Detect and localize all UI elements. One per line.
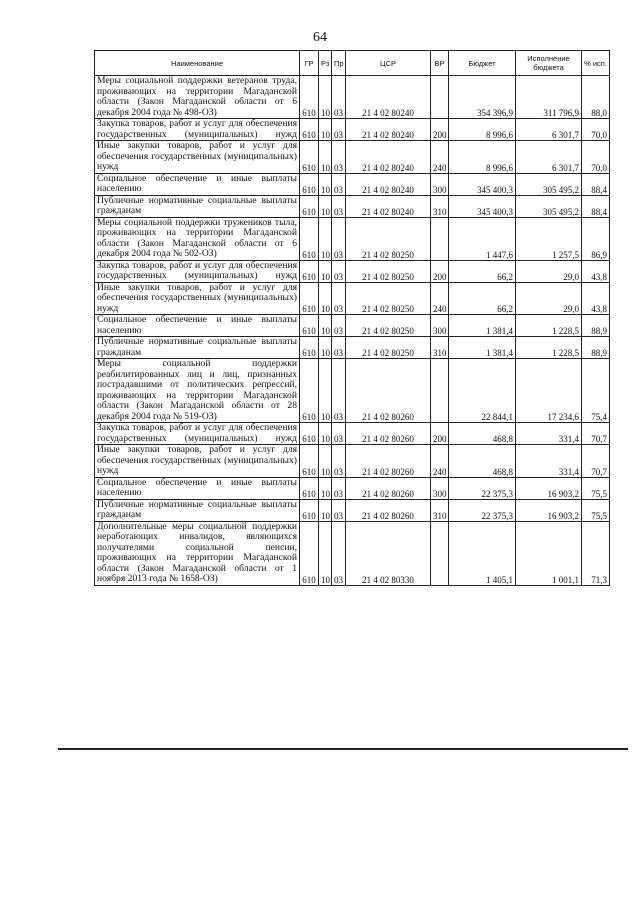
table-row — [95, 217, 610, 260]
cell-name: Дополнительные меры социальной поддержки неработающих инвалидов, являющихся получателями социальной пенсии, проживающих на территории Магаданской области (Закон Магаданской области от 1 ноября 2013 года № 1658-ОЗ) — [95, 521, 300, 585]
header-vr: ВР — [431, 51, 449, 76]
cell-rz: 10 — [319, 445, 332, 478]
cell-percent: 43,8 — [582, 282, 610, 315]
cell-execution: 1 001,1 — [516, 521, 582, 585]
cell-vr: 300 — [431, 173, 449, 195]
cell-gr: 610 — [300, 217, 319, 260]
cell-budget: 1 381,4 — [449, 315, 516, 337]
table-row — [95, 477, 610, 499]
cell-pr: 03 — [332, 521, 346, 585]
cell-vr: 300 — [431, 315, 449, 337]
page-number: 64 — [313, 30, 327, 45]
cell-execution: 29,0 — [516, 282, 582, 315]
cell-rz: 10 — [319, 315, 332, 337]
cell-vr — [431, 76, 449, 119]
table-row — [95, 260, 610, 282]
cell-name: Социальное обеспечение и иные выплаты населению — [95, 477, 300, 499]
cell-rz: 10 — [319, 521, 332, 585]
cell-csr: 21 4 02 80250 — [346, 337, 431, 359]
cell-rz: 10 — [319, 260, 332, 282]
cell-gr: 610 — [300, 423, 319, 445]
cell-execution: 305 495,2 — [516, 173, 582, 195]
cell-percent: 71,3 — [582, 521, 610, 585]
cell-budget: 1 381,4 — [449, 337, 516, 359]
cell-name: Публичные нормативные социальные выплаты гражданам — [95, 337, 300, 359]
cell-vr — [431, 217, 449, 260]
cell-name: Публичные нормативные социальные выплаты гражданам — [95, 499, 300, 521]
cell-rz: 10 — [319, 141, 332, 174]
cell-execution: 1 257,5 — [516, 217, 582, 260]
cell-name: Меры социальной поддержки ветеранов труда, проживающих на территории Магаданской области (Закон Магаданской области от 6 декабря 2004 года № 498-ОЗ) — [95, 76, 300, 119]
cell-csr: 21 4 02 80250 — [346, 260, 431, 282]
cell-rz: 10 — [319, 76, 332, 119]
cell-execution: 6 301,7 — [516, 141, 582, 174]
cell-name: Меры социальной поддержки реабилитированных лиц и лиц, признанных пострадавшими от политических репрессий, проживающих на территории Магаданской области (Закон Магаданской области от 28 декабря 2004 года № 519-ОЗ) — [95, 359, 300, 423]
cell-rz: 10 — [319, 337, 332, 359]
cell-execution: 6 301,7 — [516, 119, 582, 141]
cell-csr: 21 4 02 80260 — [346, 445, 431, 478]
cell-name: Социальное обеспечение и иные выплаты населению — [95, 173, 300, 195]
cell-pr: 03 — [332, 173, 346, 195]
cell-percent: 43,8 — [582, 260, 610, 282]
cell-vr: 310 — [431, 337, 449, 359]
cell-gr: 610 — [300, 477, 319, 499]
cell-name: Иные закупки товаров, работ и услуг для обеспечения государственных (муниципальных) нужд — [95, 445, 300, 478]
cell-vr: 200 — [431, 119, 449, 141]
cell-csr: 21 4 02 80260 — [346, 423, 431, 445]
table-row — [95, 423, 610, 445]
cell-percent: 70,7 — [582, 445, 610, 478]
cell-budget: 345 400,3 — [449, 173, 516, 195]
cell-budget: 354 396,9 — [449, 76, 516, 119]
cell-name: Закупка товаров, работ и услуг для обеспечения государственных (муниципальных) нужд — [95, 423, 300, 445]
table-row — [95, 119, 610, 141]
budget-table — [94, 50, 610, 586]
cell-name: Иные закупки товаров, работ и услуг для обеспечения государственных (муниципальных) нужд — [95, 141, 300, 174]
cell-budget: 468,8 — [449, 423, 516, 445]
cell-csr: 21 4 02 80330 — [346, 521, 431, 585]
cell-percent: 88,4 — [582, 195, 610, 217]
cell-budget: 22 844,1 — [449, 359, 516, 423]
table-row — [95, 76, 610, 119]
cell-csr: 21 4 02 80260 — [346, 499, 431, 521]
cell-gr: 610 — [300, 173, 319, 195]
cell-vr: 240 — [431, 282, 449, 315]
cell-execution: 1 228,5 — [516, 337, 582, 359]
cell-percent: 88,9 — [582, 337, 610, 359]
cell-percent: 70,0 — [582, 141, 610, 174]
cell-pr: 03 — [332, 282, 346, 315]
cell-execution: 1 228,5 — [516, 315, 582, 337]
table-row — [95, 173, 610, 195]
table-row — [95, 521, 610, 585]
cell-percent: 75,5 — [582, 477, 610, 499]
cell-budget: 1 447,6 — [449, 217, 516, 260]
cell-execution: 331,4 — [516, 423, 582, 445]
cell-pr: 03 — [332, 499, 346, 521]
cell-csr: 21 4 02 80240 — [346, 141, 431, 174]
cell-pr: 03 — [332, 195, 346, 217]
table-row — [95, 359, 610, 423]
cell-vr: 300 — [431, 477, 449, 499]
table-row — [95, 195, 610, 217]
cell-name: Социальное обеспечение и иные выплаты населению — [95, 315, 300, 337]
cell-pr: 03 — [332, 76, 346, 119]
cell-rz: 10 — [319, 499, 332, 521]
header-row — [95, 51, 610, 76]
cell-budget: 345 400,3 — [449, 195, 516, 217]
cell-execution: 16 903,2 — [516, 477, 582, 499]
cell-pr: 03 — [332, 445, 346, 478]
cell-gr: 610 — [300, 337, 319, 359]
cell-pr: 03 — [332, 477, 346, 499]
table-row — [95, 337, 610, 359]
cell-gr: 610 — [300, 119, 319, 141]
cell-budget: 1 405,1 — [449, 521, 516, 585]
cell-vr — [431, 359, 449, 423]
cell-budget: 8 996,6 — [449, 119, 516, 141]
cell-vr: 240 — [431, 445, 449, 478]
cell-rz: 10 — [319, 119, 332, 141]
table-row — [95, 141, 610, 174]
page-divider — [58, 748, 628, 750]
cell-gr: 610 — [300, 359, 319, 423]
cell-name: Закупка товаров, работ и услуг для обеспечения государственных (муниципальных) нужд — [95, 260, 300, 282]
header-rz: Рз — [319, 51, 332, 76]
cell-pr: 03 — [332, 141, 346, 174]
cell-csr: 21 4 02 80260 — [346, 477, 431, 499]
cell-csr: 21 4 02 80240 — [346, 119, 431, 141]
cell-csr: 21 4 02 80250 — [346, 217, 431, 260]
cell-vr: 310 — [431, 499, 449, 521]
cell-execution: 305 495,2 — [516, 195, 582, 217]
cell-execution: 331,4 — [516, 445, 582, 478]
table-row — [95, 445, 610, 478]
cell-pr: 03 — [332, 359, 346, 423]
cell-gr: 610 — [300, 260, 319, 282]
cell-percent: 88,9 — [582, 315, 610, 337]
cell-percent: 75,5 — [582, 499, 610, 521]
header-pr: Пр — [332, 51, 346, 76]
cell-budget: 66,2 — [449, 282, 516, 315]
header-gr: ГР — [300, 51, 319, 76]
cell-vr — [431, 521, 449, 585]
table-body — [95, 76, 610, 586]
table-row — [95, 499, 610, 521]
header-budget: Бюджет — [449, 51, 516, 76]
cell-csr: 21 4 02 80260 — [346, 359, 431, 423]
cell-pr: 03 — [332, 119, 346, 141]
cell-gr: 610 — [300, 141, 319, 174]
cell-budget: 22 375,3 — [449, 477, 516, 499]
cell-rz: 10 — [319, 217, 332, 260]
header-csr: ЦСР — [346, 51, 431, 76]
cell-vr: 310 — [431, 195, 449, 217]
cell-rz: 10 — [319, 477, 332, 499]
cell-budget: 66,2 — [449, 260, 516, 282]
cell-execution: 311 796,9 — [516, 76, 582, 119]
cell-percent: 70,0 — [582, 119, 610, 141]
cell-vr: 200 — [431, 260, 449, 282]
cell-gr: 610 — [300, 521, 319, 585]
cell-percent: 70,7 — [582, 423, 610, 445]
cell-name: Иные закупки товаров, работ и услуг для обеспечения государственных (муниципальных) нужд — [95, 282, 300, 315]
cell-gr: 610 — [300, 499, 319, 521]
cell-gr: 610 — [300, 282, 319, 315]
cell-vr: 240 — [431, 141, 449, 174]
cell-percent: 88,4 — [582, 173, 610, 195]
cell-rz: 10 — [319, 173, 332, 195]
cell-budget: 22 375,3 — [449, 499, 516, 521]
cell-execution: 16 903,2 — [516, 499, 582, 521]
cell-csr: 21 4 02 80240 — [346, 173, 431, 195]
cell-csr: 21 4 02 80240 — [346, 76, 431, 119]
cell-name: Меры социальной поддержки тружеников тыла, проживающих на территории Магаданской области (Закон Магаданской области от 6 декабря 2004 года № 502-ОЗ) — [95, 217, 300, 260]
table-row — [95, 282, 610, 315]
cell-csr: 21 4 02 80250 — [346, 282, 431, 315]
cell-rz: 10 — [319, 359, 332, 423]
cell-csr: 21 4 02 80240 — [346, 195, 431, 217]
cell-gr: 610 — [300, 315, 319, 337]
cell-rz: 10 — [319, 195, 332, 217]
cell-pr: 03 — [332, 315, 346, 337]
header-execution: Исполнение бюджета — [516, 51, 582, 76]
cell-gr: 610 — [300, 445, 319, 478]
cell-gr: 610 — [300, 76, 319, 119]
cell-gr: 610 — [300, 195, 319, 217]
cell-rz: 10 — [319, 423, 332, 445]
cell-csr: 21 4 02 80250 — [346, 315, 431, 337]
cell-budget: 468,8 — [449, 445, 516, 478]
cell-percent: 88,0 — [582, 76, 610, 119]
cell-execution: 17 234,6 — [516, 359, 582, 423]
cell-pr: 03 — [332, 217, 346, 260]
cell-percent: 75,4 — [582, 359, 610, 423]
cell-budget: 8 996,6 — [449, 141, 516, 174]
cell-execution: 29,0 — [516, 260, 582, 282]
table-row — [95, 315, 610, 337]
cell-vr: 200 — [431, 423, 449, 445]
cell-percent: 86,9 — [582, 217, 610, 260]
header-name: Наименование — [95, 51, 300, 76]
cell-pr: 03 — [332, 260, 346, 282]
cell-name: Публичные нормативные социальные выплаты гражданам — [95, 195, 300, 217]
cell-name: Закупка товаров, работ и услуг для обеспечения государственных (муниципальных) нужд — [95, 119, 300, 141]
cell-rz: 10 — [319, 282, 332, 315]
header-percent: % исп. — [582, 51, 610, 76]
cell-pr: 03 — [332, 423, 346, 445]
cell-pr: 03 — [332, 337, 346, 359]
